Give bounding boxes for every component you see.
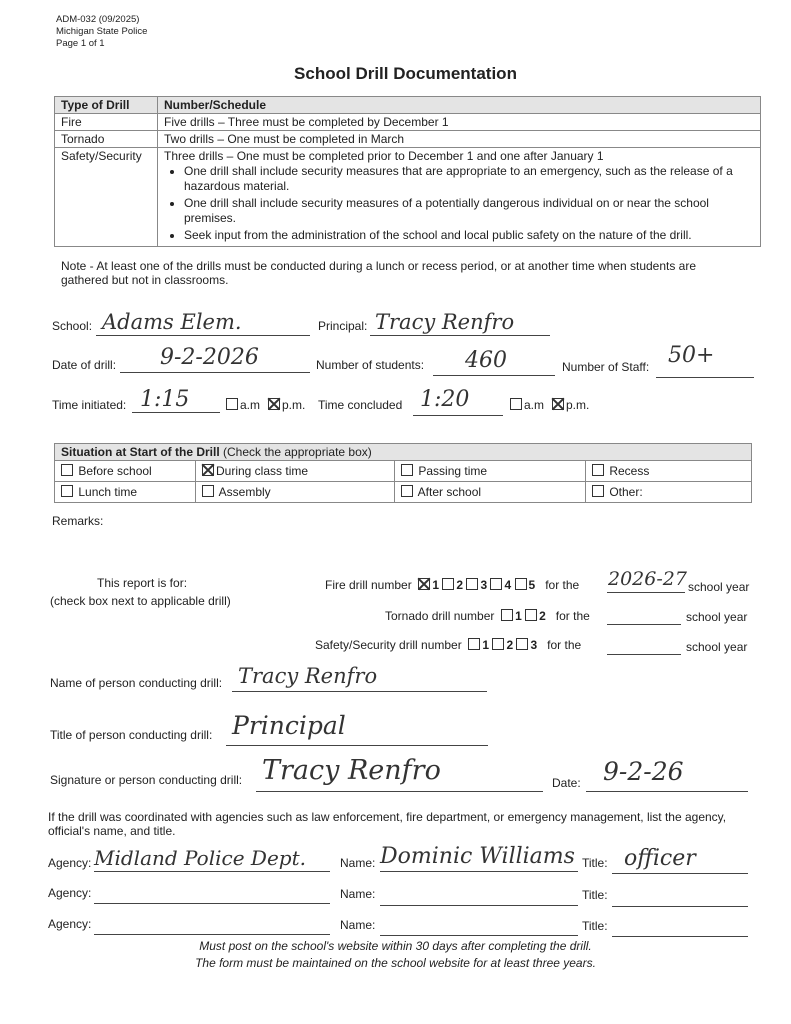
person-title-underline (226, 745, 488, 746)
person-name-underline (232, 691, 487, 692)
drill-type: Safety/Security (55, 148, 158, 247)
official-name-field[interactable] (380, 935, 578, 936)
security-bullets (164, 164, 754, 243)
agency-label: Agency: (48, 886, 92, 900)
security-drill-row: Safety/Security drill number 1 2 3 for the (315, 638, 582, 652)
person-title-label: Title of person conducting drill: (50, 728, 213, 742)
security-drill-1-checkbox[interactable] (468, 638, 480, 650)
agency-field[interactable]: Midland Police Dept. (94, 846, 306, 870)
tornado-drill-2-checkbox[interactable] (525, 609, 537, 621)
report-for-hint: (check box next to applicable drill) (50, 594, 231, 608)
fire-drill-3-checkbox[interactable] (466, 578, 478, 590)
bullet-item: • One drill shall include security measures of a potentially dangerous individual on or near the school premises. (184, 196, 754, 226)
school-underline (96, 335, 310, 336)
staff-label: Number of Staff: (562, 360, 650, 374)
principal-label: Principal: (318, 319, 368, 333)
agency-label: Agency: (48, 856, 92, 870)
official-title-field[interactable] (612, 936, 748, 937)
principal-underline (370, 335, 550, 336)
school-field[interactable]: Adams Elem. (102, 310, 242, 334)
students-field[interactable]: 460 (465, 348, 507, 373)
staff-field[interactable]: 50+ (668, 343, 715, 368)
date-underline (120, 372, 310, 373)
person-name-label: Name of person conducting drill: (50, 676, 223, 690)
fire-school-year-field[interactable]: 2026-27 (608, 568, 687, 590)
time-concluded-underline (413, 415, 503, 416)
fire-year-underline (607, 592, 685, 593)
table-row (55, 114, 761, 131)
time-initiated-underline (132, 412, 220, 413)
footer-line-2: The form must be maintained on the school website for at least three years. (195, 956, 596, 970)
fire-drill-row: Fire drill number 1 2 3 4 5 for the (325, 578, 580, 592)
agency-field[interactable] (94, 934, 330, 935)
table-row (55, 131, 761, 148)
security-year-field[interactable] (607, 654, 681, 655)
agency-underline (94, 871, 330, 872)
situation-table (54, 443, 752, 503)
official-title-underline (612, 873, 748, 874)
signature-date-underline (586, 791, 748, 792)
drill-type: Tornado (55, 131, 158, 148)
official-name-label: Name: (340, 918, 376, 932)
staff-underline (656, 377, 754, 378)
situation-header: Situation at Start of the Drill (Check the appropriate box) (55, 444, 752, 461)
am-checkbox[interactable] (226, 398, 238, 410)
lunch-note: Note - At least one of the drills must be conducted during a lunch or recess period, or at another time when students are gathered but not in classrooms. (61, 259, 697, 287)
fire-drill-4-checkbox[interactable] (490, 578, 502, 590)
time-initiated-label: Time initiated: (52, 398, 127, 412)
col-header-schedule: Number/Schedule (158, 97, 761, 114)
pm-checkbox-checked[interactable] (552, 398, 564, 410)
agency-name: Michigan State Police (56, 26, 148, 37)
signature-date-field[interactable]: 9-2-26 (603, 757, 684, 786)
report-for-label: This report is for: (97, 576, 188, 590)
form-id: ADM-032 (09/2025) (56, 14, 140, 25)
drill-type: Fire (55, 114, 158, 131)
drill-schedule: Two drills – One must be completed in March (158, 131, 761, 148)
option-after-school[interactable]: After school (395, 482, 586, 503)
table-row (55, 148, 761, 247)
bullet-item: • Seek input from the administration of the school and local public safety on the nature of the drill. (184, 228, 754, 243)
footer-line-1: Must post on the school's website within 30 days after completing the drill. (199, 939, 592, 953)
students-underline (433, 375, 555, 376)
signature-field[interactable]: Tracy Renfro (262, 755, 441, 786)
signature-underline (256, 791, 543, 792)
official-title-label: Title: (582, 888, 608, 902)
fire-drill-2-checkbox[interactable] (442, 578, 454, 590)
fire-drill-1-checkbox[interactable] (418, 578, 430, 590)
option-during-class[interactable]: During class time (196, 461, 395, 482)
option-passing-time[interactable]: Passing time (395, 461, 586, 482)
option-other[interactable]: Other: (586, 482, 752, 503)
col-header-type: Type of Drill (55, 97, 158, 114)
school-year-label: school year (688, 580, 750, 594)
fire-drill-5-checkbox[interactable] (515, 578, 527, 590)
person-name-field[interactable]: Tracy Renfro (238, 664, 378, 688)
official-name-field[interactable] (380, 905, 578, 906)
option-before-school[interactable]: Before school (55, 461, 196, 482)
drill-schedule: Five drills – Three must be completed by December 1 (158, 114, 761, 131)
time-initiated-pm[interactable]: p.m. (268, 398, 305, 412)
official-name-underline (380, 871, 578, 872)
school-label: School: (52, 319, 93, 333)
school-year-label: school year (686, 640, 748, 654)
option-recess[interactable]: Recess (586, 461, 752, 482)
official-title-label: Title: (582, 856, 608, 870)
agency-field[interactable] (94, 903, 330, 904)
security-drill-2-checkbox[interactable] (492, 638, 504, 650)
remarks-label: Remarks: (52, 514, 104, 528)
official-title-field[interactable]: officer (624, 846, 696, 871)
page-number: Page 1 of 1 (56, 38, 105, 49)
time-concluded-label: Time concluded (318, 398, 403, 412)
official-name-field[interactable]: Dominic Williams (380, 844, 575, 869)
time-initiated-field[interactable]: 1:15 (140, 387, 190, 412)
official-title-label: Title: (582, 919, 608, 933)
coordination-text: If the drill was coordinated with agencies such as law enforcement, fire department, or emergency management, list the agency, official's name, and title. (48, 810, 727, 838)
page-title: School Drill Documentation (294, 64, 517, 83)
security-drill-3-checkbox[interactable] (516, 638, 528, 650)
am-checkbox[interactable] (510, 398, 522, 410)
date-label: Date: (552, 776, 581, 790)
school-year-label: school year (686, 610, 748, 624)
tornado-drill-1-checkbox[interactable] (501, 609, 513, 621)
time-concluded-pm[interactable]: p.m. (552, 398, 589, 412)
official-name-label: Name: (340, 856, 376, 870)
tornado-year-field[interactable] (607, 624, 681, 625)
drill-schedule: Three drills – One must be completed prior to December 1 and one after January 1 (164, 149, 604, 163)
drill-requirements-table (54, 96, 761, 247)
option-assembly[interactable]: Assembly (196, 482, 395, 503)
time-concluded-field[interactable]: 1:20 (420, 387, 470, 412)
official-name-label: Name: (340, 887, 376, 901)
bullet-item: • One drill shall include security measures that are appropriate to an emergency, such as the release of a hazardous material. (184, 164, 754, 194)
drill-schedule-cell (158, 148, 761, 247)
signature-label: Signature or person conducting drill: (50, 773, 243, 787)
agency-label: Agency: (48, 917, 92, 931)
tornado-drill-row: Tornado drill number 1 2 for the (385, 609, 590, 623)
official-title-field[interactable] (612, 906, 748, 907)
time-initiated-am[interactable]: a.m (226, 398, 260, 412)
date-of-drill-label: Date of drill: (52, 358, 117, 372)
time-concluded-am[interactable]: a.m (510, 398, 544, 412)
person-title-field[interactable]: Principal (232, 711, 346, 740)
option-lunch-time[interactable]: Lunch time (55, 482, 196, 503)
principal-field[interactable]: Tracy Renfro (375, 310, 515, 334)
students-label: Number of students: (316, 358, 425, 372)
pm-checkbox-checked[interactable] (268, 398, 280, 410)
date-of-drill-field[interactable]: 9-2-2026 (160, 345, 259, 370)
